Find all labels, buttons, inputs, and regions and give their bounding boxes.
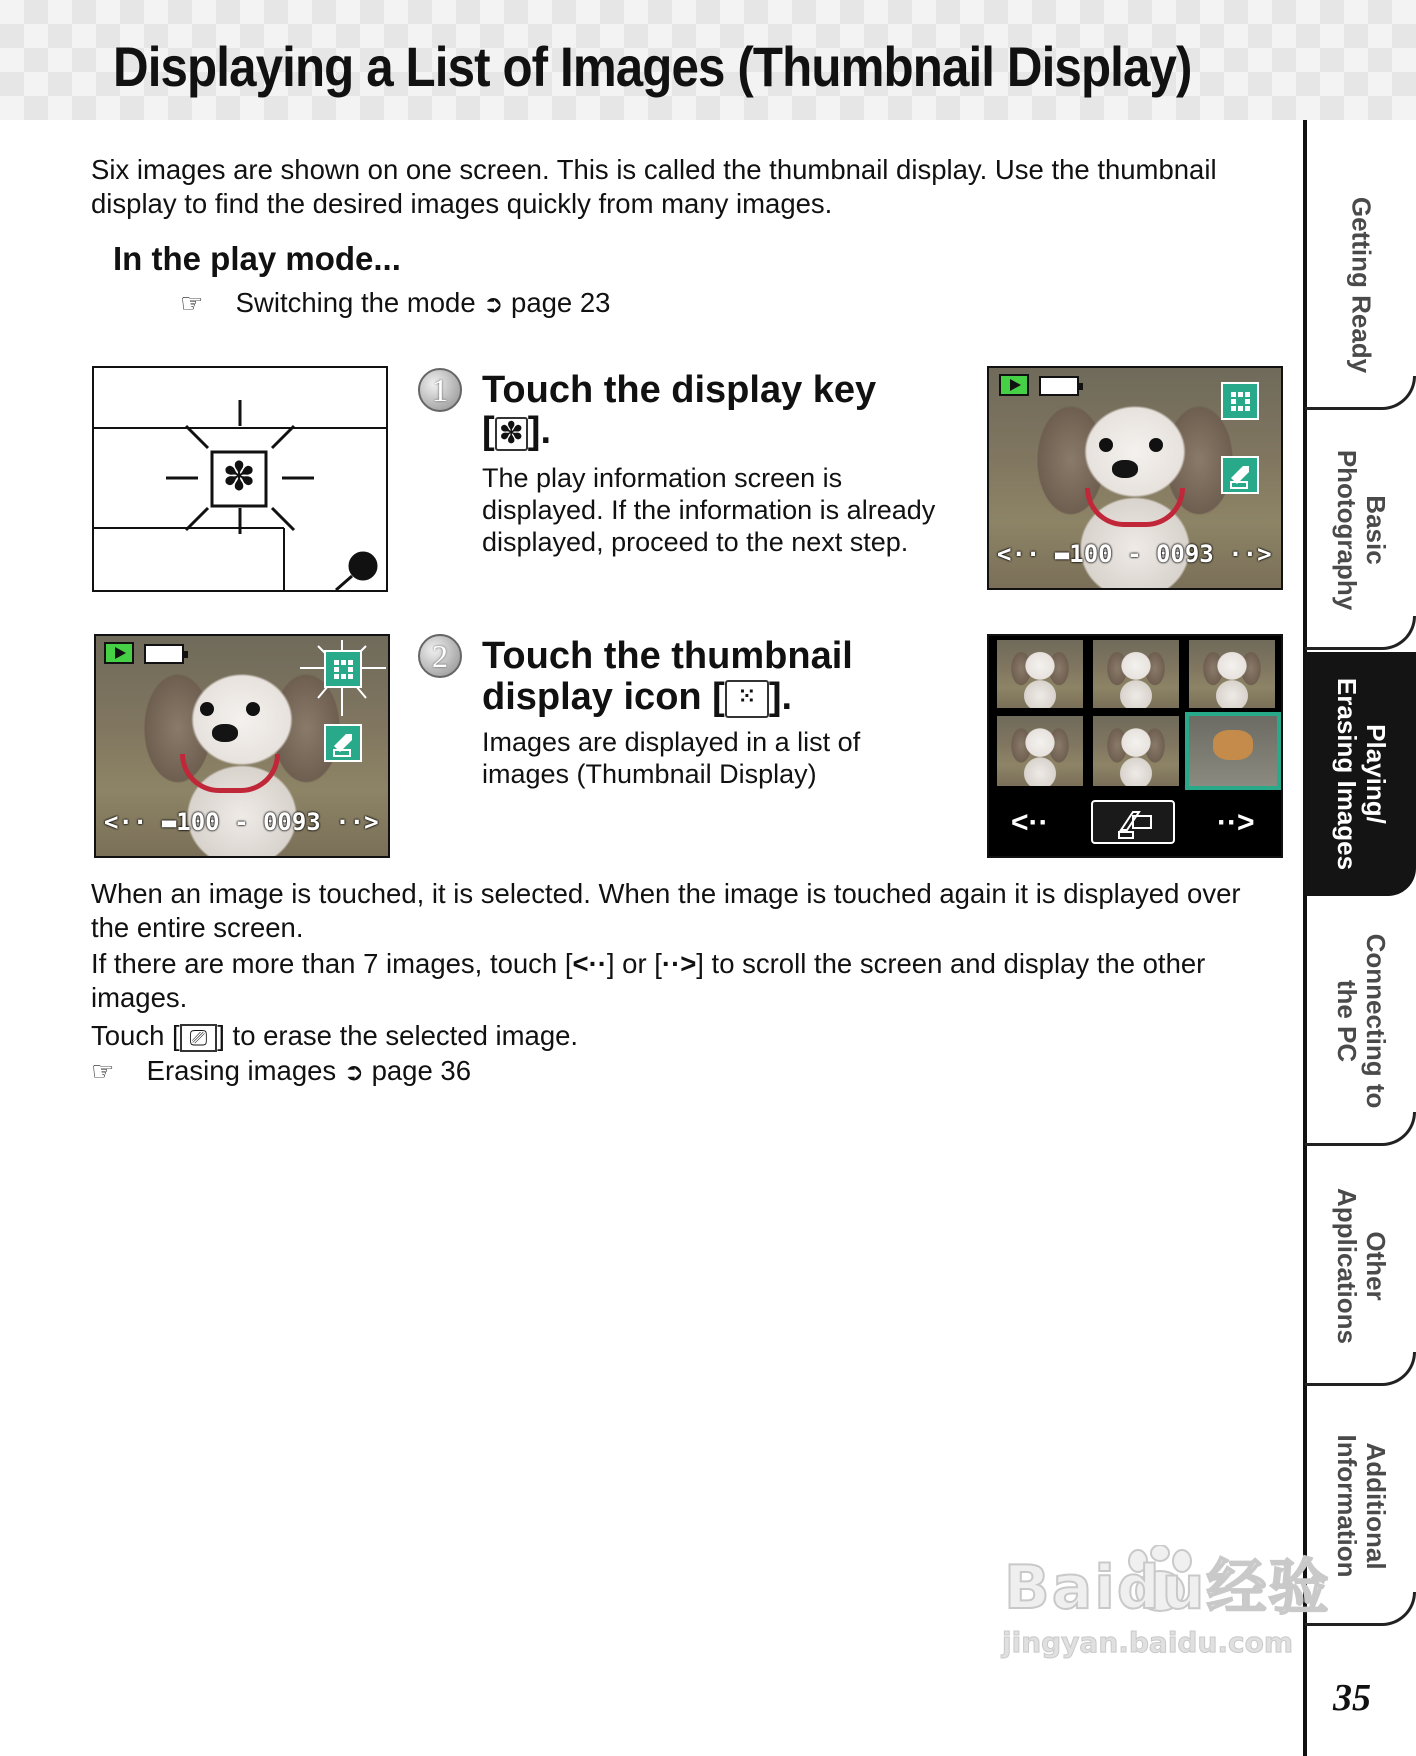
step-1-number: 1 bbox=[418, 368, 462, 412]
tab-getting-ready[interactable]: Getting Ready bbox=[1305, 160, 1416, 410]
thumbnail-6-selected[interactable] bbox=[1185, 712, 1281, 790]
scroll-right-icon: ··> bbox=[335, 808, 379, 836]
scroll-left-icon: <·· bbox=[104, 808, 148, 836]
ref-text: Erasing images bbox=[146, 1055, 337, 1086]
erase-inline-icon: ⎚ bbox=[180, 1024, 218, 1052]
watermark-sub: jingyan.baidu.com bbox=[1002, 1626, 1294, 1659]
paragraph-scroll bbox=[91, 947, 1281, 1015]
battery-icon bbox=[144, 644, 184, 664]
pointing-hand-icon: ☞ bbox=[91, 1056, 115, 1086]
scroll-right-inline-icon: ··> bbox=[661, 948, 697, 979]
erase-icon bbox=[324, 724, 362, 762]
dog-nose bbox=[1112, 460, 1138, 478]
thumbnail-1[interactable] bbox=[997, 640, 1083, 708]
thumbnail-inline-icon: ⁙ bbox=[725, 680, 769, 718]
erase-button[interactable] bbox=[1091, 800, 1175, 844]
paragraph-erase-pre: Touch [ bbox=[91, 1020, 180, 1051]
page-arrow-icon: ➲ bbox=[343, 1059, 364, 1086]
scroll-left-inline-icon: <·· bbox=[572, 948, 607, 979]
step-1-body: The play information screen is displayed. If the information is already displayed, proceed to the next step. bbox=[482, 463, 936, 557]
thumbnail-2[interactable] bbox=[1093, 640, 1179, 708]
ref-text: Switching the mode bbox=[235, 287, 476, 318]
thumbnail-icon bbox=[324, 650, 362, 688]
display-key-icon: ✽ bbox=[222, 454, 256, 500]
watermark bbox=[1004, 1540, 1330, 1659]
display-key-diagram bbox=[92, 366, 388, 592]
tab-additional-information[interactable]: Additional Information bbox=[1305, 1386, 1416, 1626]
step-1-title-line1: Touch the display key bbox=[482, 369, 877, 411]
scroll-right-button[interactable]: ··> bbox=[1217, 806, 1255, 839]
tab-basic-photography[interactable]: Basic Photography bbox=[1305, 410, 1416, 650]
step-1-title bbox=[482, 370, 942, 452]
tab-connecting-to-pc[interactable]: Connecting to the PC bbox=[1305, 896, 1416, 1146]
play-info-screen bbox=[987, 366, 1283, 590]
tab-other-applications[interactable]: Other Applications bbox=[1305, 1146, 1416, 1386]
thumbnail-icon bbox=[1221, 382, 1259, 420]
folder-icon: ▬ bbox=[1054, 540, 1070, 568]
ref-switching-mode[interactable] bbox=[180, 287, 610, 319]
step-2-number: 2 bbox=[418, 634, 462, 678]
step-2-body: Images are displayed in a list of images (Thumbnail Display) bbox=[482, 727, 861, 789]
dog-harness bbox=[1085, 488, 1185, 527]
touch-thumbnail-screen bbox=[94, 634, 390, 858]
osd-bar bbox=[104, 808, 379, 836]
ref-page: page 23 bbox=[511, 287, 611, 318]
step-2-title-pre: display icon [ bbox=[482, 676, 725, 718]
file-number: 100 - 0093 bbox=[176, 808, 321, 836]
page-title: Displaying a List of Images (Thumbnail Display) bbox=[113, 35, 1192, 98]
step-2-title-line1: Touch the thumbnail bbox=[482, 635, 853, 677]
page-number: 35 bbox=[1333, 1677, 1371, 1719]
tab-playing-erasing-images[interactable]: Playing/ Erasing Images bbox=[1305, 652, 1416, 896]
camera-back-diagram bbox=[94, 368, 386, 590]
watermark-main: Baidu经验 bbox=[1004, 1553, 1331, 1623]
step-1-title-post: ]. bbox=[527, 410, 552, 452]
paragraph-scroll-pre: If there are more than 7 images, touch [ bbox=[91, 948, 573, 979]
file-number: 100 - 0093 bbox=[1069, 540, 1214, 568]
erase-icon bbox=[1093, 802, 1173, 842]
intro-paragraph: Six images are shown on one screen. This is called the thumbnail display. Use the thumbnail display to find the desired images quickly from many images. bbox=[91, 154, 1217, 219]
battery-icon bbox=[1039, 376, 1079, 396]
paragraph-erase-post: ] to erase the selected image. bbox=[217, 1020, 579, 1051]
thumbnail-4[interactable] bbox=[997, 716, 1083, 786]
thumbnail-3[interactable] bbox=[1189, 640, 1275, 708]
play-mode-icon bbox=[999, 374, 1029, 396]
scroll-left-icon: <·· bbox=[997, 540, 1041, 568]
step-1-title-pre: [ bbox=[482, 410, 495, 452]
scroll-left-button[interactable]: <·· bbox=[1011, 806, 1049, 839]
play-mode-icon bbox=[104, 642, 134, 664]
thumbnail-display-screen bbox=[987, 634, 1283, 858]
subhead-play-mode: In the play mode... bbox=[113, 240, 401, 277]
erase-icon bbox=[1221, 456, 1259, 494]
ref-page: page 36 bbox=[371, 1055, 471, 1086]
ref-erasing-images[interactable] bbox=[91, 1055, 471, 1087]
paragraph-scroll-post: ] to scroll the screen and display the other images. bbox=[91, 948, 1206, 1013]
paragraph-selection: When an image is touched, it is selected. When the image is touched again it is displayed over the entire screen. bbox=[91, 878, 1241, 943]
step-2-title-post: ]. bbox=[768, 676, 793, 718]
folder-icon: ▬ bbox=[161, 808, 177, 836]
page-arrow-icon: ➲ bbox=[483, 291, 504, 318]
paragraph-erase bbox=[91, 1019, 1281, 1053]
display-key-inline-icon: ✽ bbox=[495, 417, 528, 451]
pointing-hand-icon: ☞ bbox=[180, 288, 204, 318]
paragraph-scroll-mid: ] or [ bbox=[606, 948, 662, 979]
thumbnail-5[interactable] bbox=[1093, 716, 1179, 786]
osd-bar bbox=[997, 540, 1272, 568]
step-2-title bbox=[482, 636, 942, 718]
scroll-right-icon: ··> bbox=[1228, 540, 1272, 568]
